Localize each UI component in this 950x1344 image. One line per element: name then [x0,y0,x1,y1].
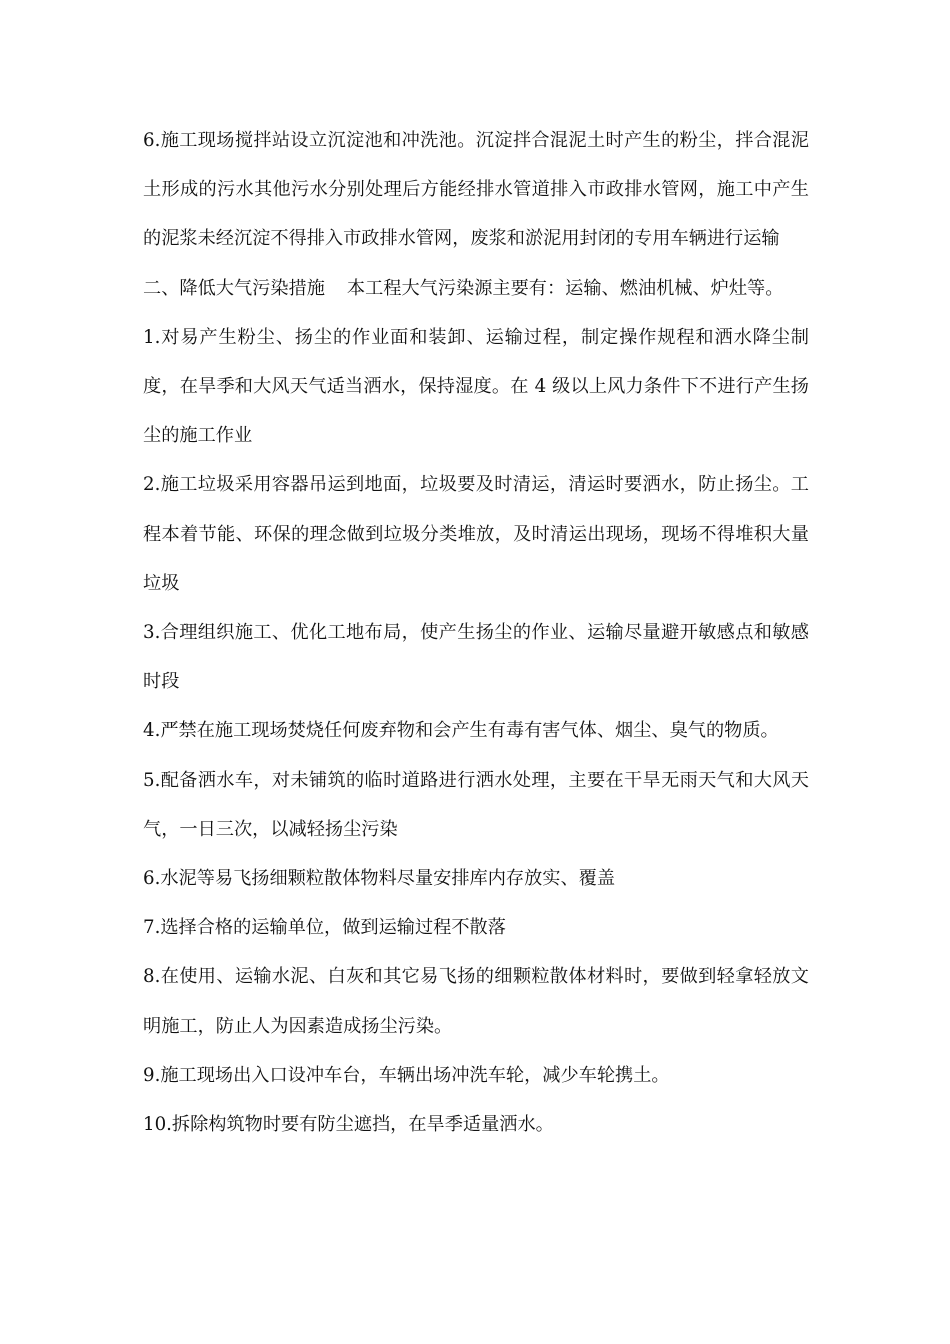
paragraph-9-wheel-wash: 9.施工现场出入口设冲车台，车辆出场冲洗车轮，减少车轮携土。 [143,1064,670,1086]
paragraph-5-sprinkler-truck: 5.配备洒水车，对未铺筑的临时道路进行洒水处理，主要在干旱无雨天气和大风天气，一日三次，以减轻扬尘污染 [143,769,809,840]
document-body [143,116,809,1149]
paragraph-7-transport-unit: 7.选择合格的运输单位，做到运输过程不散落 [143,917,506,939]
paragraph-3-site-layout: 3.合理组织施工、优化工地布局，使产生扬尘的作业、运输尽量避开敏感点和敏感时段 [143,622,809,693]
section-heading-line [143,264,809,313]
paragraph-1-dust-control: 1.对易产生粉尘、扬尘的作业面和装卸、运输过程，制定操作规程和洒水降尘制度，在旱季和大风天气适当洒水，保持湿度。在 4 级以上风力条件下不进行产生扬尘的施工作业 [143,326,809,447]
paragraph-10-demolition: 10.拆除构筑物时要有防尘遮挡，在旱季适量洒水。 [143,1114,554,1136]
paragraph-4-no-burning: 4.严禁在施工现场焚烧任何废弃物和会产生有毒有害气体、烟尘、臭气的物质。 [143,720,779,742]
section-intro: 本工程大气污染源主要有：运输、燃油机械、炉灶等。 [346,277,784,299]
paragraph-2-waste-removal: 2.施工垃圾采用容器吊运到地面，垃圾要及时清运，清运时要洒水，防止扬尘。工程本着节能、环保的理念做到垃圾分类堆放，及时清运出现场，现场不得堆积大量垃圾 [143,474,809,594]
paragraph-8-handling: 8.在使用、运输水泥、白灰和其它易飞扬的细颗粒散体材料时，要做到轻拿轻放文明施工，防止人为因素造成扬尘污染。 [143,966,809,1037]
paragraph-6-cement-storage: 6.水泥等易飞扬细颗粒散体物料尽量安排库内存放实、覆盖 [143,868,616,890]
paragraph-6-mixing-station: 6.施工现场搅拌站设立沉淀池和冲洗池。沉淀拌合混泥土时产生的粉尘，拌合混泥土形成的污水其他污水分别处理后方能经排水管道排入市政排水管网，施工中产生的泥浆未经沉淀不得排入市政排水管网，废浆和淤泥用封闭的专用车辆进行运输 [143,130,809,250]
section-heading: 二、降低大气污染措施 [143,277,325,299]
